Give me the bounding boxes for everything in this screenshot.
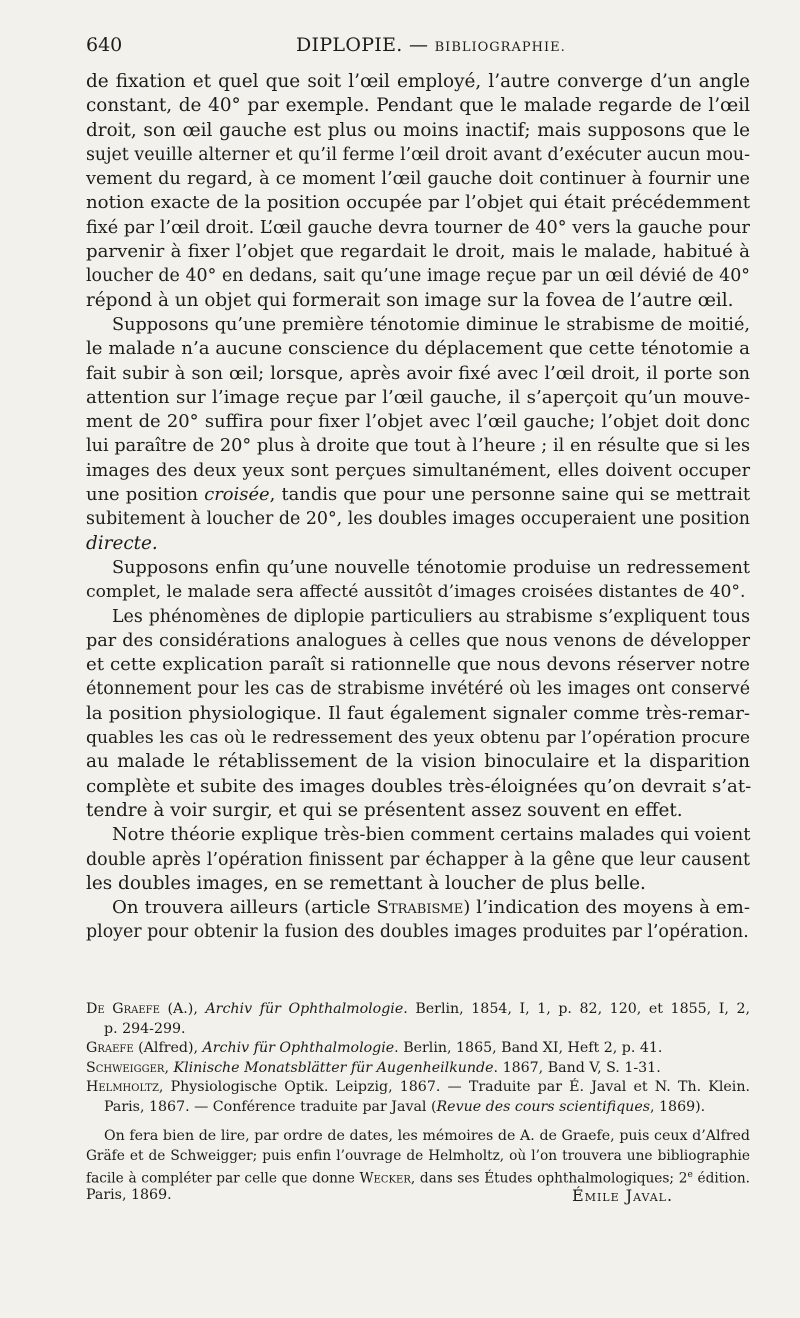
text-run: . Berlin, 1854, I, 1, p. 82, 120, et 1855, I, 2,	[403, 1001, 751, 1017]
paragraph	[86, 70, 750, 313]
italic-word: directe.	[86, 532, 158, 554]
text-line	[86, 896, 750, 920]
running-title	[296, 34, 566, 56]
small-caps-word: mile	[584, 1186, 626, 1205]
text-line: Les phénomènes de diplopie particuliers au strabisme s’expliquent tous	[112, 606, 750, 627]
note-line: Gräfe et de Schweigger; puis enfin l’ouvrage de Helmholtz, où l’on trouvera une bibliographie	[86, 1147, 750, 1164]
text-line: lui paraître de 20° plus à droite que tout à l’heure ; il en résulte que si les	[86, 436, 750, 457]
text-line: Supposons enfin qu’une nouvelle ténotomie produise un redressement	[112, 557, 750, 578]
text-run: ,	[164, 1059, 174, 1076]
text-line: fixé par l’œil droit. L’œil gauche devra tourner de 40° vers la gauche pour	[86, 217, 750, 238]
text-run: une position	[86, 484, 199, 506]
text-line: constant, de 40° par exemple. Pendant que le malade regarde de l’œil	[86, 95, 750, 117]
bib-author: Helmholtz	[86, 1079, 159, 1095]
bib-journal: Archiv für Ophthalmologie	[205, 1001, 404, 1017]
bib-journal: Archiv für Ophthalmologie	[202, 1040, 395, 1056]
section-title: BIBLIOGRAPHIE.	[434, 40, 566, 55]
bib-entry-cont	[86, 1098, 750, 1118]
text-line: et cette explication paraît si rationnelle que nous devons réserver notre	[86, 654, 750, 676]
small-caps-word: aval.	[633, 1186, 674, 1205]
text-line: Supposons qu’une première ténotomie diminue le strabisme de moitié,	[112, 314, 750, 335]
text-line: quables les cas où le redressement des yeux obtenu par l’opération procure	[86, 728, 750, 749]
text-line: fait subir à son œil; lorsque, après avoir fixé avec l’œil droit, il porte son	[86, 362, 750, 384]
text-run: (A.),	[159, 1001, 206, 1017]
bib-entry	[86, 1059, 750, 1079]
text-line: sujet veuille alterner et qu’il ferme l’œil droit avant d’exécuter aucun mou-	[86, 144, 750, 165]
bib-journal: Revue des cours scientifiques	[436, 1098, 650, 1115]
note-line: Paris, 1869.	[86, 1186, 172, 1203]
text-run: (Alfred),	[133, 1040, 203, 1056]
text-run: , 1869).	[650, 1098, 706, 1115]
text-line: parvenir à fixer l’objet que regardait le droit, mais le malade, habitué à	[86, 241, 750, 263]
bib-entry-cont: p. 294-299.	[104, 1020, 186, 1037]
text-run: , tandis que pour une personne saine qui se mettrait	[269, 484, 751, 506]
italic-word: croisée	[204, 484, 270, 506]
text-line: Notre théorie explique très-bien comment certains malades qui voient	[112, 824, 751, 846]
text-run: ) l’indication des moyens à em-	[463, 897, 750, 919]
text-run: , Physiologische Optik. Leipzig, 1867. — Traduite par É. Javal et N. Th. Klein.	[158, 1079, 750, 1095]
text-line: ment de 20° suffira pour fixer l’objet avec l’œil gauche; l’objet doit donc	[86, 411, 750, 433]
main-text	[86, 70, 750, 945]
text-line: étonnement pour les cas de strabisme invétéré où les images ont conservé	[86, 679, 750, 700]
text-line: images des deux yeux sont perçues simultanément, elles doivent occuper	[86, 460, 750, 481]
header-dash: —	[408, 34, 429, 56]
running-header	[86, 34, 750, 64]
paragraph	[86, 896, 750, 945]
text-line: double après l’opération finissent par échapper à la gêne que leur causent	[86, 849, 750, 870]
paragraph	[86, 823, 750, 896]
spacer	[86, 1117, 750, 1127]
text-line: subitement à loucher de 20°, les doubles images occuperaient une position	[86, 509, 750, 530]
text-run: . Berlin, 1865, Band XI, Heft 2, p. 41.	[394, 1040, 663, 1056]
text-run: facile à compléter par celle que donne	[86, 1170, 355, 1187]
bib-author: Graefe	[86, 1040, 134, 1056]
text-run: J	[625, 1186, 634, 1205]
text-run: On trouvera ailleurs (article	[112, 897, 371, 919]
chapter-title: DIPLOPIE.	[296, 34, 403, 56]
small-caps-word: Wecker	[359, 1170, 411, 1187]
text-line: de fixation et quel que soit l’œil employé, l’autre converge d’un angle	[86, 71, 750, 92]
text-line: complet, le malade sera affecté aussitôt d’images croisées distantes de 40°.	[86, 582, 746, 603]
text-line: la position physiologique. Il faut également signaler comme très-remar-	[86, 702, 750, 724]
text-run: É	[572, 1186, 585, 1205]
text-line: attention sur l’image reçue par l’œil gauche, il s’aperçoit qu’un mouve-	[86, 386, 750, 408]
text-line	[86, 483, 750, 507]
text-line: au malade le rétablissement de la vision binoculaire et la disparition	[86, 751, 750, 773]
bib-journal: Klinische Monatsblätter für Augenheilkunde	[173, 1059, 494, 1076]
text-run: édition.	[692, 1170, 750, 1187]
superscript: e	[687, 1170, 693, 1180]
bib-entry	[86, 1078, 750, 1098]
bib-entry	[86, 1039, 750, 1059]
text-line: droit, son œil gauche est plus ou moins inactif; mais supposons que le	[86, 119, 750, 141]
note-line: On fera bien de lire, par ordre de dates, les mémoires de A. de Graefe, puis ceux d’Alfred	[104, 1128, 750, 1144]
page-number: 640	[86, 34, 123, 56]
bib-author: De Graefe	[86, 1001, 160, 1017]
text-line: répond à un objet qui formerait son image sur la fovea de l’autre œil.	[86, 289, 734, 311]
paragraph	[86, 605, 750, 824]
text-line: loucher de 40° en dedans, sait qu’une image reçue par un œil dévié de 40°	[86, 266, 750, 287]
text-line: par des considérations analogues à celles que nous venons de développer	[86, 630, 750, 651]
bib-entry	[86, 1000, 750, 1020]
text-line: complète et subite des images doubles très-éloignées qu’on devrait s’at-	[86, 775, 752, 797]
paragraph	[86, 556, 750, 605]
paragraph	[86, 313, 750, 556]
text-run: Paris, 1867. — Conférence traduite par Javal (	[104, 1098, 437, 1115]
text-line: tendre à voir surgir, et qui se présentent assez souvent en effet.	[86, 799, 683, 821]
text-line: les doubles images, en se remettant à loucher de plus belle.	[86, 872, 646, 894]
note-line	[86, 1166, 750, 1186]
text-line: notion exacte de la position occupée par l’objet qui était précédemment	[86, 192, 750, 214]
text-line: ployer pour obtenir la fusion des doubles images produites par l’opération.	[86, 922, 749, 943]
bib-author: Schweigger	[86, 1059, 165, 1076]
bibliography	[86, 1000, 750, 1205]
text-run: . 1867, Band V, S. 1-31.	[493, 1059, 661, 1076]
text-line: vement du regard, à ce moment l’œil gauche doit continuer à fournir une	[86, 169, 750, 190]
small-caps-word: Strabisme	[376, 897, 464, 919]
text-line	[86, 532, 750, 556]
text-line: le malade n’a aucune conscience du déplacement que cette ténotomie a	[86, 338, 750, 360]
signature	[572, 1186, 673, 1205]
text-run: , dans ses Études ophthalmologiques; 2	[410, 1170, 688, 1187]
